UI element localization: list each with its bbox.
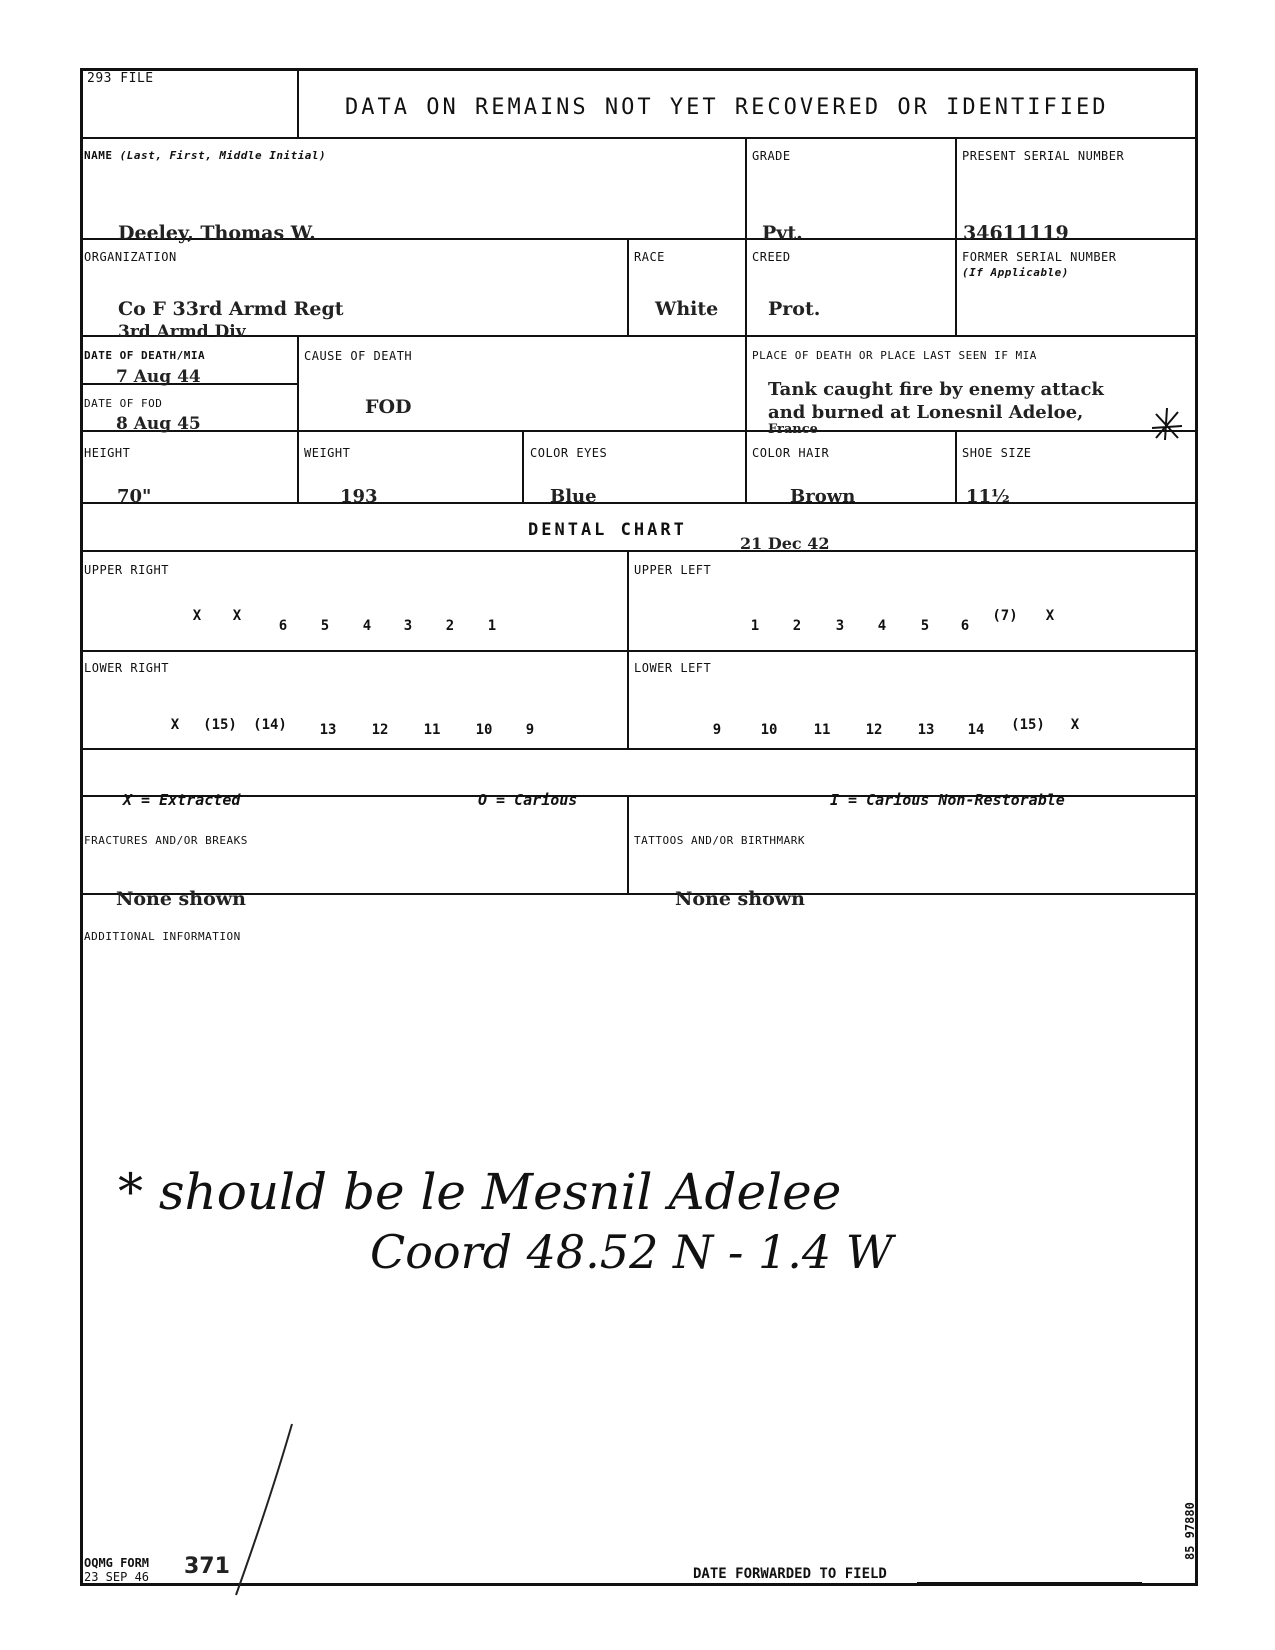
vrule-header [297, 68, 299, 138]
upper-left-tooth-3: 3 [835, 618, 845, 634]
color-eyes-value: Blue [550, 486, 597, 507]
date-forwarded-label: DATE FORWARDED TO FIELD [693, 1566, 887, 1582]
date-of-death-value: 7 Aug 44 [116, 367, 201, 387]
rule-physical [80, 502, 1198, 504]
form-frame [80, 68, 1198, 1586]
lower-right-tooth-13: 13 [319, 722, 337, 738]
upper-left-tooth-6: 6 [960, 618, 970, 634]
upper-right-tooth-7: X [232, 608, 242, 624]
upper-left-tooth-4: 4 [877, 618, 887, 634]
race-label: RACE [634, 250, 665, 264]
upper-right-tooth-2: 2 [445, 618, 455, 634]
form-name: OQMG FORM [84, 1556, 150, 1570]
weight-value: 193 [340, 486, 378, 507]
lower-left-tooth-14: 14 [967, 722, 985, 738]
upper-right-tooth-6: 6 [278, 618, 288, 634]
color-eyes-label: COLOR EYES [530, 446, 608, 460]
form-number: 371 [184, 1554, 230, 1579]
grade-label: GRADE [752, 149, 791, 163]
former-serial-hint: (If Applicable) [962, 266, 1069, 279]
upper-left-tooth-2: 2 [792, 618, 802, 634]
date-of-death-label: DATE OF DEATH/MIA [84, 349, 206, 362]
cause-label: CAUSE OF DEATH [304, 349, 413, 363]
creed-value: Prot. [768, 298, 821, 320]
upper-right-tooth-4: 4 [362, 618, 372, 634]
upper-left-tooth-5: 5 [920, 618, 930, 634]
date-forwarded-field [917, 1582, 1142, 1584]
creed-label: CREED [752, 250, 791, 264]
handwritten-note-line1: * should be le Mesnil Adelee [118, 1163, 842, 1221]
organization-line2: 3rd Armd Div [118, 322, 246, 342]
lower-right-tooth-14: (14) [253, 717, 287, 733]
present-serial-value: 34611119 [963, 222, 1069, 244]
upper-right-label: UPPER RIGHT [84, 563, 169, 577]
shoe-size-value: 11½ [966, 486, 1010, 507]
vrule-place [745, 335, 747, 502]
weight-label: WEIGHT [304, 446, 351, 460]
lower-right-tooth-9: 9 [525, 722, 535, 738]
document-number: 85 97880 [1183, 1502, 1197, 1560]
lower-right-tooth-10: 10 [475, 722, 493, 738]
file-code: 293 FILE [87, 71, 154, 86]
upper-left-tooth-7: (7) [992, 608, 1018, 624]
rule-header [80, 137, 1198, 139]
rule-upper [80, 650, 1198, 652]
fractures-value: None shown [116, 888, 246, 910]
rule-dental-title [80, 550, 1198, 552]
lower-left-tooth-10: 10 [760, 722, 778, 738]
rule-org [80, 335, 1198, 337]
pen-stroke-icon [230, 1420, 300, 1600]
lower-right-label: LOWER RIGHT [84, 661, 169, 675]
lower-left-tooth-9: 9 [712, 722, 722, 738]
form-date: 23 SEP 46 [84, 1570, 150, 1584]
organization-line1: Co F 33rd Armd Regt [118, 298, 344, 320]
handwritten-note-line2: Coord 48.52 N - 1.4 W [370, 1225, 894, 1279]
name-value: Deeley, Thomas W. [118, 222, 316, 244]
legend-carious: O = Carious [478, 791, 578, 809]
upper-left-label: UPPER LEFT [634, 563, 712, 577]
vrule-dental [627, 550, 629, 748]
vrule-tattoos [627, 795, 629, 893]
organization-label: ORGANIZATION [84, 250, 177, 264]
vrule-cause [297, 335, 299, 502]
additional-info-label: ADDITIONAL INFORMATION [84, 930, 241, 943]
tattoos-value: None shown [675, 888, 805, 910]
place-line2: and burned at Lonesnil Adeloe, [768, 402, 1084, 423]
lower-left-tooth-11: 11 [813, 722, 831, 738]
lower-left-tooth-16: X [1070, 717, 1080, 733]
color-hair-label: COLOR HAIR [752, 446, 830, 460]
date-of-fod-label: DATE OF FOD [84, 397, 163, 410]
upper-right-tooth-5: 5 [320, 618, 330, 634]
tattoos-label: TATTOOS AND/OR BIRTHMARK [634, 834, 805, 847]
shoe-size-label: SHOE SIZE [962, 446, 1032, 460]
lower-left-label: LOWER LEFT [634, 661, 712, 675]
form-title: DATA ON REMAINS NOT YET RECOVERED OR IDENTIFIED [345, 95, 1109, 120]
upper-right-tooth-3: 3 [403, 618, 413, 634]
place-line1: Tank caught fire by enemy attack [768, 379, 1104, 400]
former-serial-label: FORMER SERIAL NUMBER [962, 250, 1117, 264]
upper-right-tooth-1: 1 [487, 618, 497, 634]
lower-left-tooth-12: 12 [865, 722, 883, 738]
place-label: PLACE OF DEATH OR PLACE LAST SEEN IF MIA [752, 349, 1037, 362]
vrule-grade [745, 137, 747, 335]
rule-lower [80, 748, 1198, 750]
lower-right-tooth-15: (15) [203, 717, 237, 733]
legend-non-restorable: I = Carious Non-Restorable [830, 791, 1065, 809]
vrule-shoe [955, 430, 957, 502]
rule-death [80, 430, 1198, 432]
rule-fractures [80, 893, 1198, 895]
upper-left-tooth-8: X [1045, 608, 1055, 624]
legend-extracted: X = Extracted [123, 791, 241, 809]
vrule-race [627, 238, 629, 335]
name-label: NAME (Last, First, Middle Initial) [84, 149, 327, 162]
dental-chart-title: DENTAL CHART [528, 520, 687, 540]
grade-value: Pvt. [762, 222, 803, 244]
fractures-label: FRACTURES AND/OR BREAKS [84, 834, 248, 847]
lower-right-tooth-12: 12 [371, 722, 389, 738]
height-label: HEIGHT [84, 446, 131, 460]
height-value: 70" [117, 486, 152, 507]
dental-date: 21 Dec 42 [740, 534, 830, 553]
lower-left-tooth-13: 13 [917, 722, 935, 738]
cause-value: FOD [365, 396, 412, 418]
color-hair-value: Brown [790, 486, 856, 507]
lower-right-tooth-11: 11 [423, 722, 441, 738]
place-line3: France [768, 422, 818, 437]
vrule-serial [955, 137, 957, 335]
asterisk-mark-icon [1148, 404, 1186, 442]
lower-left-tooth-15: (15) [1011, 717, 1045, 733]
race-value: White [655, 298, 719, 320]
present-serial-label: PRESENT SERIAL NUMBER [962, 149, 1125, 163]
vrule-eyes [522, 430, 524, 502]
lower-right-tooth-16: X [170, 717, 180, 733]
upper-left-tooth-1: 1 [750, 618, 760, 634]
upper-right-tooth-8: X [192, 608, 202, 624]
date-of-fod-value: 8 Aug 45 [116, 414, 201, 434]
